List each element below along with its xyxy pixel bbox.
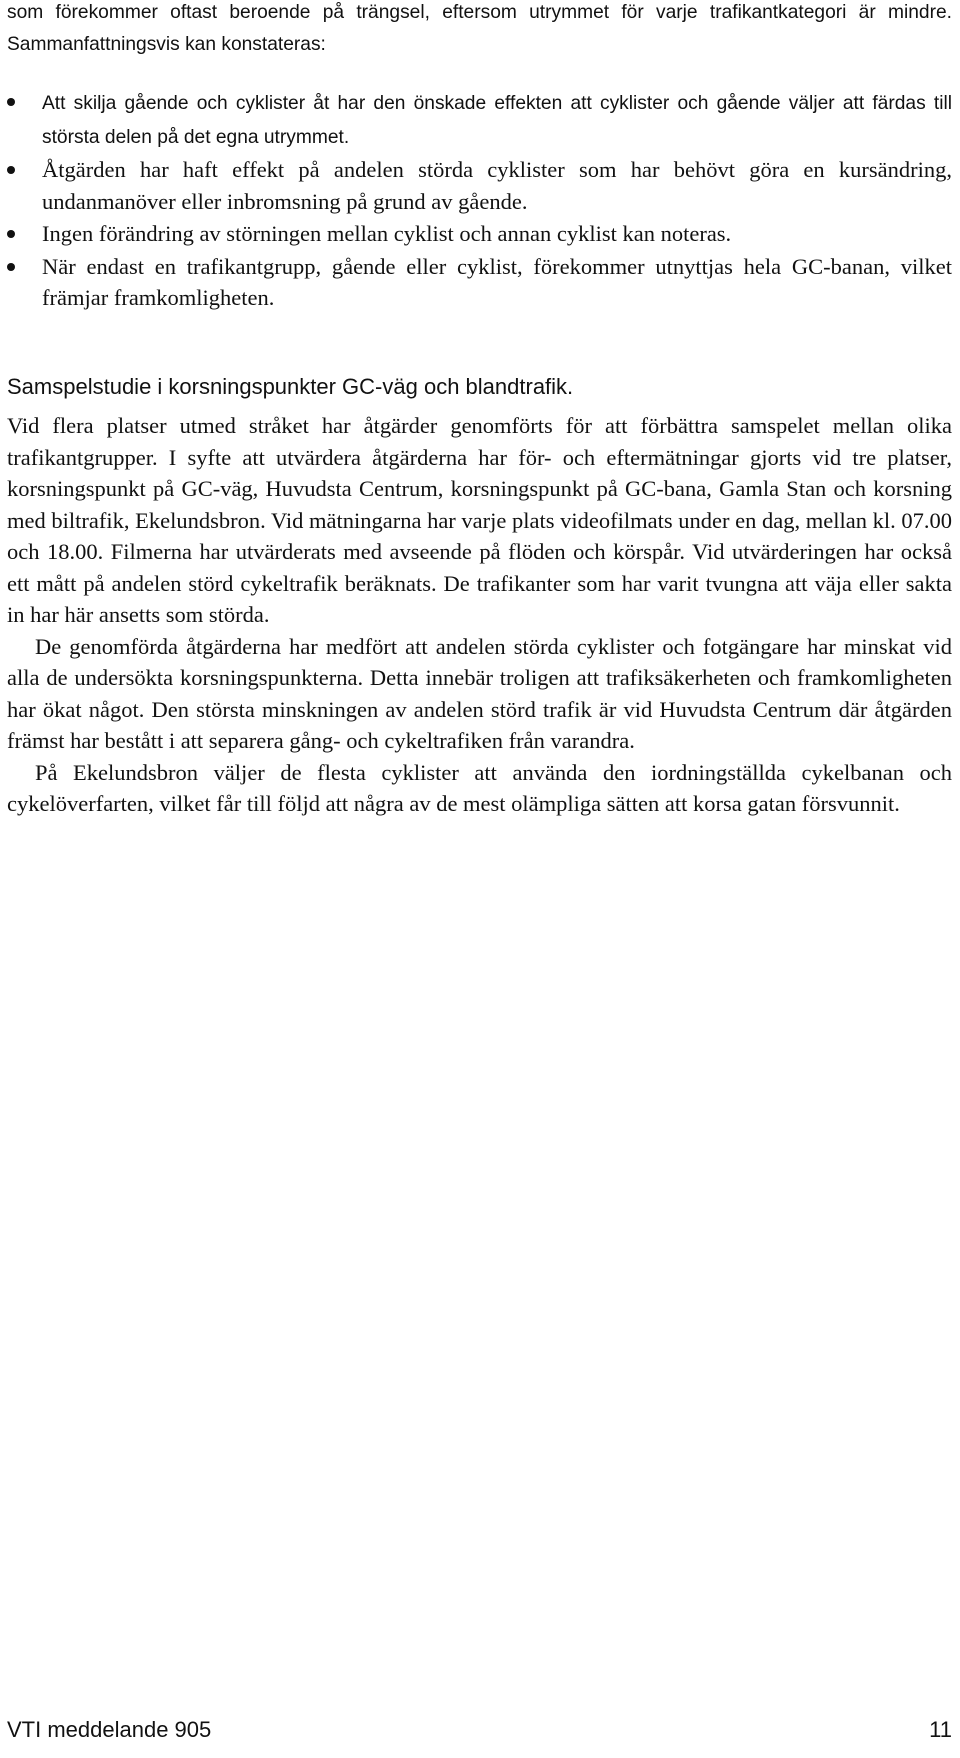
section-heading: Samspelstudie i korsningspunkter GC-väg och blandtrafik.	[7, 374, 574, 399]
list-item-text: Ingen förändring av störningen mellan cyklist och annan cyklist kan noteras.	[42, 221, 732, 246]
bullet-icon	[7, 98, 15, 106]
bullet-icon	[7, 263, 15, 271]
list-item	[7, 154, 952, 217]
page-number: 11	[929, 1717, 952, 1742]
conclusion-list	[7, 86, 952, 315]
bullet-icon	[7, 166, 15, 174]
publication-name: VTI meddelande 905	[7, 1717, 212, 1742]
list-item	[7, 218, 952, 250]
body-paragraph: På Ekelundsbron väljer de flesta cyklister att använda den iordningställda cykelbanan och cykelöverfarten, vilket får till följd att några av de mest olämpliga sätten att korsa gatan försvunnit.	[7, 759, 952, 816]
body-paragraph: De genomförda åtgärderna har medfört att andelen störda cyklister och fotgängare har minskat vid alla de undersökta korsningspunkterna. Detta innebär troligen att trafiksäkerheten och framkomligheten har ökat något. Den största minskningen av andelen störd trafik är vid Huvudsta Centrum där åtgärden främst har bestått i att separera gång- och cykeltrafiken från varandra.	[7, 633, 952, 753]
body-paragraph: Vid flera platser utmed stråket har åtgärder genomförts för att förbättra samspelet mellan olika trafikantgrupper. I syfte att utvärdera åtgärderna har för- och eftermätningar gjorts vid tre platser, korsningspunkt på GC-väg, Huvudsta Centrum, korsningspunkt på GC-bana, Gamla Stan och korsning med biltrafik, Ekelundsbron. Vid mätningarna har varje plats videofilmats under en dag, mellan kl. 07.00 och 18.00. Filmerna har utvärderats med avseende på flöden och körspår. Vid utvärderingen har också ett mått på andelen störd cykeltrafik beräknats. De trafikanter som har varit tvungna att väja eller sakta in har här ansetts som störda.	[7, 413, 952, 627]
list-item	[7, 86, 952, 153]
list-item	[7, 251, 952, 314]
section-body	[7, 410, 952, 820]
list-item-text: Åtgärden har haft effekt på andelen störda cyklister som har behövt göra en kursändring, undanmanöver eller inbromsning på grund av gående.	[42, 157, 952, 214]
bullet-icon	[7, 230, 15, 238]
list-item-text: Att skilja gående och cyklister åt har den önskade effekten att cyklister och gående väljer att färdas till största delen på det egna utrymmet.	[42, 93, 952, 148]
list-item-text: När endast en trafikantgrupp, gående eller cyklist, förekommer utnyttjas hela GC-banan, vilket främjar framkomligheten.	[42, 253, 952, 310]
intro-paragraph: som förekommer oftast beroende på trängsel, eftersom utrymmet för varje trafikantkategori är mindre. Sammanfattningsvis kan konstateras:	[7, 2, 952, 55]
